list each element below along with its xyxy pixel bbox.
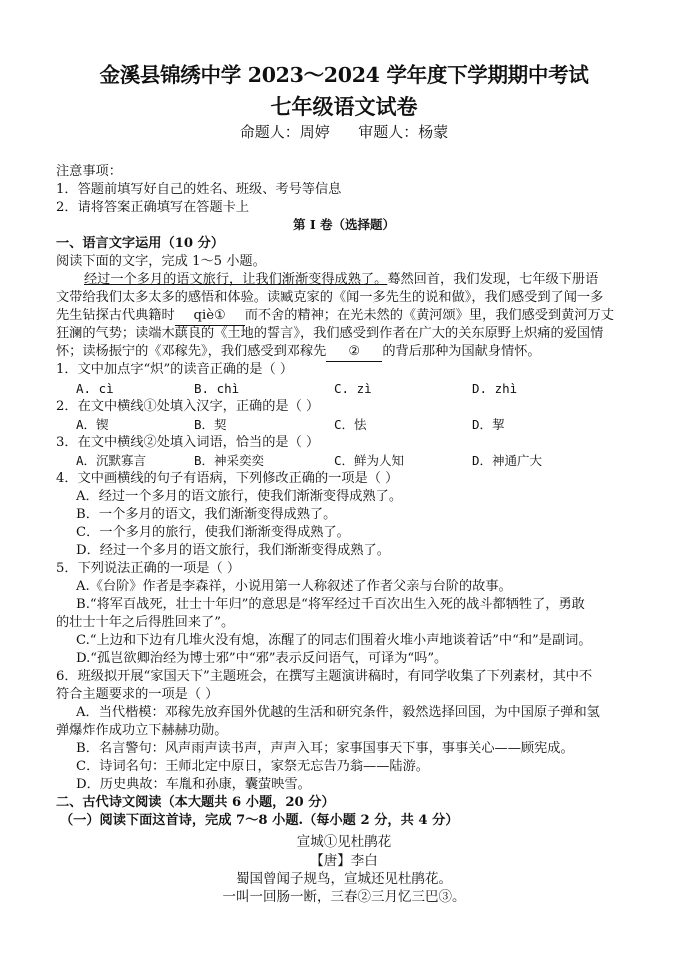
passage-line: 狂澜的气势；读端木蕻良的《土地的誓言》，我们感受到作者在广大的关东原野上炽痛的爱国情 — [56, 326, 604, 341]
q1-option-c: C. zì — [334, 381, 372, 396]
exam-authors: 命题人：周婷 审题人：杨蒙 — [239, 123, 449, 141]
question-4: 4．文中画横线的句子有语病，下列修改正确的一项是（ ） — [56, 471, 399, 486]
note-item: 2．请将答案正确填写在答题卡上 — [56, 200, 250, 215]
passage-line: 经过一个多月的语文旅行，让我们渐渐变得成熟了。蓦然回首，我们发现，七年级下册语 — [84, 272, 599, 287]
question-6-cont: 符合主题要求的一项是（ ） — [56, 687, 219, 702]
q6-option-a-cont: 弹爆炸作成功立下赫赫功勋。 — [56, 723, 228, 738]
q1-option-a: A. cì — [76, 381, 114, 396]
q1-option-d: D. zhì — [472, 381, 518, 396]
q3-option-a: A．沉默寡言 — [76, 453, 147, 468]
q2-option-b: B．契 — [194, 417, 227, 432]
q6-option-d: D．历史典故：车胤和孙康，囊萤映雪。 — [76, 777, 311, 792]
underlined-sentence: 经过一个多月的语文旅行，让我们渐渐变得成熟了。 — [84, 272, 388, 287]
question-1: 1．文中加点字“炽”的读音正确的是（ ） — [56, 362, 294, 377]
section2-sub: （一）阅读下面这首诗，完成 7～8 小题.（每小题 2 分，共 4 分） — [60, 813, 459, 828]
poem-line-2: 一叫一回肠一断，三春②三月忆三巴③。 — [222, 889, 466, 905]
passage-line: 怀；读杨振宁的《邓稼先》，我们感受到邓稼先 ② 的背后那种为国献身情怀。 — [56, 343, 541, 362]
blank-1: qiè① — [175, 307, 245, 326]
q5-option-c: C.“上边和下边有几堆火没有熄，冻醒了的同志们围着火堆小声地谈着话”中“和”是副词。 — [76, 633, 592, 648]
poem-line-1: 蜀国曾闻子规鸟，宣城还见杜鹃花。 — [236, 871, 452, 887]
blank-2: ② — [326, 343, 382, 362]
poem-author: 【唐】李白 — [310, 853, 378, 869]
q5-option-a: A.《台阶》作者是李森祥，小说用第一人称叙述了作者父亲与台阶的故事。 — [76, 579, 512, 594]
exam-title: 金溪县锦绣中学 2023～2024 学年度下学期期中考试 — [99, 63, 589, 87]
note-item: 1．答题前填写好自己的姓名、班级、考号等信息 — [56, 182, 342, 197]
poem-title: 宣城①见杜鹃花 — [296, 834, 392, 850]
section2-heading: 二、古代诗文阅读（本大题共 6 小题，20 分） — [56, 795, 335, 810]
q1-option-b: B. chì — [194, 381, 240, 396]
q5-option-b-cont: 的壮士十年之后得胜回来了”。 — [56, 615, 235, 630]
question-6: 6．班级拟开展“家国天下”主题班会，在撰写主题演讲稿时，有同学收集了下列素材，其中不 — [56, 669, 593, 684]
notes-heading: 注意事项： — [56, 164, 122, 179]
question-5: 5．下列说法正确的一项是（ ） — [56, 561, 241, 576]
exam-subtitle: 七年级语文试卷 — [270, 94, 418, 119]
passage-line: 先生钻探古代典籍时 qiè① 而不舍的精神；在光未然的《黄河颂》里，我们感受到黄河万丈 — [56, 307, 614, 326]
q4-option-d: D．经过一个多月的语文旅行，我们渐渐变得成熟了。 — [76, 543, 390, 558]
q6-option-c: C．诗词名句：王师北定中原日，家祭无忘告乃翁——陆游。 — [76, 759, 429, 774]
q6-option-b: B．名言警句：风声雨声读书声，声声入耳；家事国事天下事，事事关心——顾宪成。 — [76, 741, 574, 756]
q3-option-b: B．神采奕奕 — [194, 453, 265, 468]
q6-option-a: A．当代楷模：邓稼先放弃国外优越的生活和研究条件，毅然选择回国，为中国原子弹和氢 — [76, 705, 600, 720]
section1-instruction: 阅读下面的文字，完成 1～5 小题。 — [56, 254, 266, 269]
q2-option-c: C．怯 — [334, 417, 367, 432]
q4-option-a: A．经过一个多月的语文旅行，使我们渐渐变得成熟了。 — [76, 489, 403, 504]
volume-title: 第 I 卷（选择题） — [292, 217, 396, 232]
q3-option-c: C．鲜为人知 — [334, 453, 405, 468]
q3-option-d: D．神通广大 — [472, 453, 543, 468]
passage-line: 文带给我们太多太多的感悟和体验。读臧克家的《闻一多先生的说和做》，我们感受到了闻一多 — [56, 290, 604, 305]
q2-option-a: A．锲 — [76, 417, 109, 432]
question-2: 2．在文中横线①处填入汉字，正确的是（ ） — [56, 399, 320, 414]
section1-heading: 一、语言文字运用（10 分） — [56, 236, 225, 251]
q5-option-b: B.“将军百战死，壮士十年归”的意思是“将军经过千百次出生入死的战斗都牺牲了，勇敢 — [76, 597, 585, 612]
q5-option-d: D.“孤岂欲卿治经为博士邪”中“邪”表示反问语气，可译为“吗”。 — [76, 651, 448, 666]
q4-option-c: C．一个多月的旅行，使我们渐渐变得成熟了。 — [76, 525, 350, 540]
q2-option-d: D．挈 — [472, 417, 505, 432]
q4-option-b: B．一个多月的语文，我们渐渐变得成熟了。 — [76, 507, 337, 522]
question-3: 3．在文中横线②处填入词语，恰当的是（ ） — [56, 435, 320, 450]
